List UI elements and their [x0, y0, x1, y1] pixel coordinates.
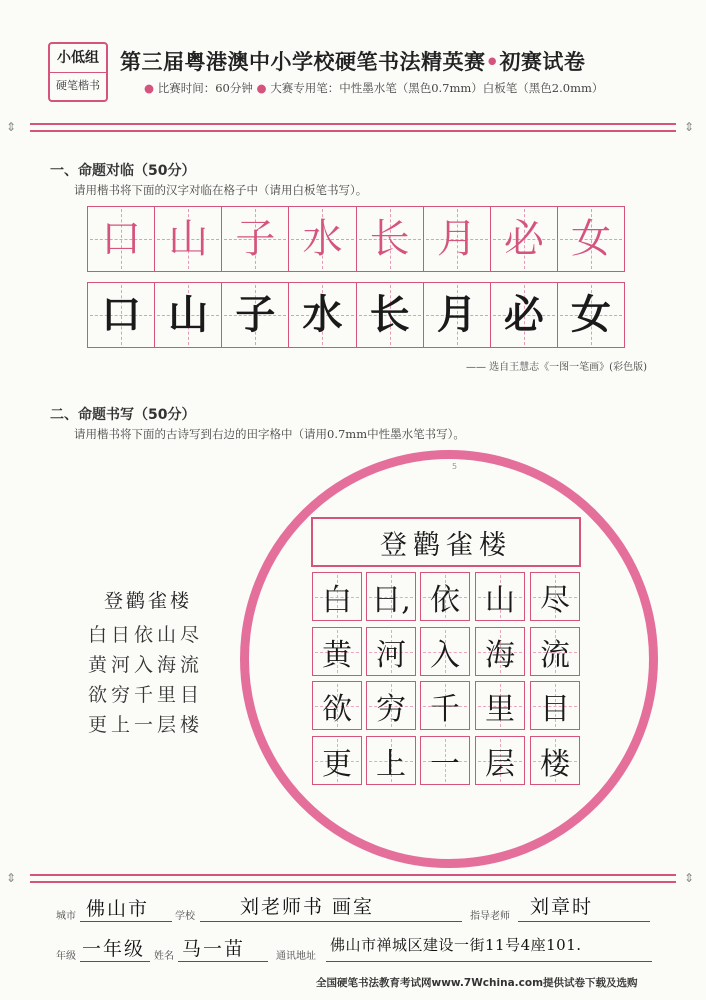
- city-value[interactable]: 佛山市: [86, 898, 150, 920]
- grade-value[interactable]: 一年级: [82, 938, 146, 960]
- answer-cell[interactable]: [475, 627, 525, 676]
- city-label: 城市: [56, 911, 76, 922]
- answer-char: 层: [485, 746, 515, 782]
- school-label: 学校: [175, 911, 195, 922]
- school-line: [200, 921, 462, 922]
- answer-char: 山: [485, 582, 515, 618]
- answer-cell[interactable]: [312, 572, 362, 621]
- grid-cell: [155, 283, 222, 347]
- answer-char: 入: [430, 637, 460, 673]
- answer-char: 上: [376, 746, 406, 782]
- arrow-icon: ⇕: [684, 120, 695, 134]
- arrow-icon: ⇕: [6, 871, 17, 885]
- answer-cell[interactable]: [420, 681, 470, 730]
- circle-mark: 5: [452, 462, 458, 471]
- answer-cell[interactable]: [530, 627, 580, 676]
- badge-type: 硬笔楷书: [56, 79, 100, 92]
- poem-title: 登鹳雀楼: [104, 590, 193, 612]
- city-line: [80, 921, 172, 922]
- answer-cell[interactable]: [420, 627, 470, 676]
- badge-group: 小低组: [50, 44, 106, 73]
- name-label: 姓名: [154, 951, 174, 962]
- answer-char: 穷: [376, 691, 406, 727]
- section1-title: 一、命题对临（50分）: [50, 163, 196, 179]
- poem-line: 黄河入海流: [88, 654, 204, 676]
- grid-char: 必: [503, 216, 544, 262]
- answer-cell[interactable]: [312, 681, 362, 730]
- answer-cell[interactable]: [366, 572, 416, 621]
- grid-char: 女: [570, 291, 611, 338]
- grid-char: 必: [503, 291, 544, 338]
- teacher-label: 指导老师: [470, 911, 510, 922]
- grid-cell: [289, 207, 356, 271]
- grid-char: 水: [302, 291, 343, 338]
- grid-char: 月: [436, 216, 477, 262]
- answer-char: 一: [430, 746, 460, 782]
- grid-char: 长: [369, 216, 410, 262]
- grid-char: 水: [302, 216, 343, 262]
- answer-cell[interactable]: [312, 627, 362, 676]
- answer-cell[interactable]: [366, 736, 416, 785]
- answer-char: 里: [485, 691, 515, 727]
- answer-cell[interactable]: [475, 736, 525, 785]
- grid-cell: [155, 207, 222, 271]
- grid-cell: [289, 283, 356, 347]
- grid-cell: [491, 283, 558, 347]
- source-credit: —— 选自王慧志《一图一笔画》(彩色版): [466, 362, 647, 373]
- answer-char: 河: [376, 637, 406, 673]
- answer-char: 海: [485, 637, 515, 673]
- grade-label: 年级: [56, 951, 76, 962]
- title-suffix: 初赛试卷: [499, 50, 586, 74]
- answer-char: 白: [322, 582, 352, 618]
- group-badge: [48, 42, 108, 102]
- exam-info: ● 比赛时间：60分钟 ● 大赛专用笔：中性墨水笔（黑色0.7mm）白板笔（黑色2.0mm）: [144, 81, 604, 95]
- answer-cell[interactable]: [530, 572, 580, 621]
- address-value[interactable]: 佛山市禅城区建设一街11号4座101.: [330, 936, 582, 954]
- answer-char: 楼: [540, 746, 570, 782]
- arrow-icon: ⇕: [6, 120, 17, 134]
- grid-cell: [88, 283, 155, 347]
- answer-char: 目: [540, 691, 570, 727]
- answer-char: 依: [430, 582, 460, 618]
- answer-char: 尽: [540, 582, 570, 618]
- title-main: 第三届粤港澳中小学校硬笔书法精英赛: [120, 50, 486, 74]
- answer-cell[interactable]: [530, 736, 580, 785]
- teacher-line: [518, 921, 650, 922]
- grid-cell: [222, 207, 289, 271]
- grid-char: 子: [235, 291, 276, 338]
- page-title: [120, 46, 585, 76]
- answer-cell[interactable]: [366, 681, 416, 730]
- grid-char: 月: [436, 291, 477, 338]
- answer-char: 欲: [322, 691, 352, 727]
- time-info: 比赛时间：60分钟: [157, 81, 253, 95]
- answer-char: 黄: [322, 637, 352, 673]
- name-line: [178, 961, 268, 962]
- answer-char: 日,: [371, 582, 411, 618]
- grid-char: 山: [168, 216, 209, 262]
- grid-char: 长: [369, 291, 410, 338]
- poem-line: 更上一层楼: [88, 714, 204, 736]
- grid-char: 山: [168, 291, 209, 338]
- grid-char: 口: [101, 291, 142, 338]
- poem-line: 白日依山尽: [88, 624, 204, 646]
- grid-char: 口: [101, 216, 142, 262]
- grade-line: [80, 961, 150, 962]
- section2-title: 二、命题书写（50分）: [50, 407, 196, 423]
- address-line: [326, 961, 652, 962]
- name-value[interactable]: 马一苗: [182, 938, 246, 960]
- school-value[interactable]: 刘老师书 画室: [240, 896, 375, 918]
- answer-cell[interactable]: [530, 681, 580, 730]
- answer-cell[interactable]: [366, 627, 416, 676]
- grid-cell: [558, 283, 624, 347]
- title-dot: •: [485, 50, 500, 74]
- pen-info: 大赛专用笔：中性墨水笔（黑色0.7mm）白板笔（黑色2.0mm）: [270, 81, 604, 95]
- grid-char: 女: [570, 216, 611, 262]
- grid-char: 子: [235, 216, 276, 262]
- grid-cell: [88, 207, 155, 271]
- poem-line: 欲穷千里目: [88, 684, 204, 706]
- address-label: 通讯地址: [276, 951, 316, 962]
- answer-cell[interactable]: [420, 736, 470, 785]
- teacher-value[interactable]: 刘章时: [530, 896, 594, 918]
- footer-note: 全国硬笔书法教育考试网www.7Wchina.com提供试卷下载及选购: [316, 977, 638, 989]
- answer-cell[interactable]: [475, 681, 525, 730]
- grid-cell: [357, 207, 424, 271]
- arrow-icon: ⇕: [684, 871, 695, 885]
- section1-desc: 请用楷书将下面的汉字对临在格子中（请用白板笔书写）。: [74, 183, 368, 197]
- grid-cell: [424, 283, 491, 347]
- grid-cell: [357, 283, 424, 347]
- answer-title: 登鹳雀楼: [311, 517, 581, 567]
- grid-cell: [558, 207, 624, 271]
- divider-top: [30, 123, 676, 132]
- grid-cell: [491, 207, 558, 271]
- section2-desc: 请用楷书将下面的古诗写到右边的田字格中（请用0.7mm中性墨水笔书写）。: [74, 427, 465, 441]
- copy-row: [87, 282, 625, 348]
- answer-cell[interactable]: [420, 572, 470, 621]
- answer-char: 流: [540, 637, 570, 673]
- divider-bottom: [30, 874, 676, 883]
- model-row: [87, 206, 625, 272]
- grid-cell: [424, 207, 491, 271]
- answer-char: 更: [322, 746, 352, 782]
- answer-char: 千: [430, 691, 460, 727]
- grid-cell: [222, 283, 289, 347]
- answer-cell[interactable]: [312, 736, 362, 785]
- answer-cell[interactable]: [475, 572, 525, 621]
